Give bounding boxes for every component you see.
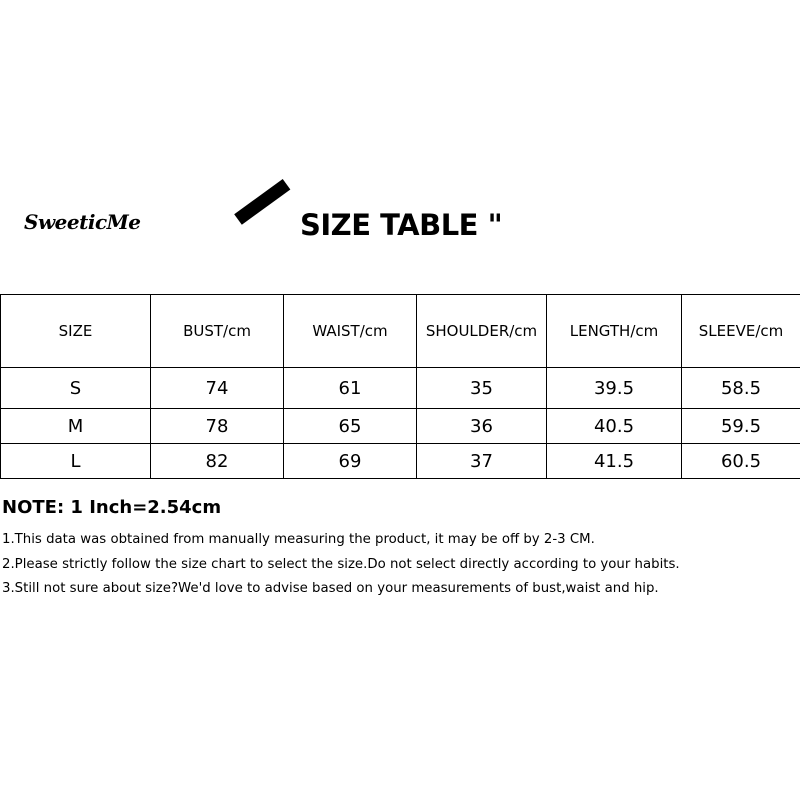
cell-waist: 65 bbox=[284, 409, 417, 444]
page-title: SIZE TABLE " bbox=[300, 208, 503, 242]
note-line: 3.Still not sure about size?We'd love to advise based on your measurements of bust,waist and hip. bbox=[2, 581, 659, 596]
table-header-row bbox=[1, 295, 800, 368]
cell-bust: 82 bbox=[151, 444, 284, 479]
note-heading: NOTE: 1 Inch=2.54cm bbox=[2, 497, 222, 518]
table-row bbox=[1, 368, 800, 409]
cell-bust: 78 bbox=[151, 409, 284, 444]
note-line: 2.Please strictly follow the size chart to select the size.Do not select directly according to your habits. bbox=[2, 556, 680, 572]
slash-decoration bbox=[234, 179, 290, 225]
note-line: 1.This data was obtained from manually measuring the product, it may be off by 2-3 CM. bbox=[2, 532, 595, 547]
size-table bbox=[0, 294, 800, 479]
header-size: SIZE bbox=[1, 295, 151, 368]
cell-sleeve: 59.5 bbox=[682, 409, 800, 444]
cell-length: 39.5 bbox=[547, 368, 682, 409]
header-sleeve: SLEEVE/cm bbox=[682, 295, 800, 368]
note-list bbox=[2, 528, 680, 602]
cell-sleeve: 58.5 bbox=[682, 368, 800, 409]
cell-size: S bbox=[1, 368, 151, 409]
header-length: LENGTH/cm bbox=[547, 295, 682, 368]
cell-shoulder: 36 bbox=[417, 409, 547, 444]
header-bust: BUST/cm bbox=[151, 295, 284, 368]
cell-waist: 61 bbox=[284, 368, 417, 409]
cell-sleeve: 60.5 bbox=[682, 444, 800, 479]
table-row bbox=[1, 444, 800, 479]
cell-size: M bbox=[1, 409, 151, 444]
header-waist: WAIST/cm bbox=[284, 295, 417, 368]
table-row bbox=[1, 409, 800, 444]
cell-length: 41.5 bbox=[547, 444, 682, 479]
header-shoulder: SHOULDER/cm bbox=[417, 295, 547, 368]
cell-waist: 69 bbox=[284, 444, 417, 479]
cell-shoulder: 37 bbox=[417, 444, 547, 479]
cell-shoulder: 35 bbox=[417, 368, 547, 409]
cell-length: 40.5 bbox=[547, 409, 682, 444]
cell-size: L bbox=[1, 444, 151, 479]
cell-bust: 74 bbox=[151, 368, 284, 409]
brand-logo-text: SweeticMe bbox=[24, 210, 141, 234]
